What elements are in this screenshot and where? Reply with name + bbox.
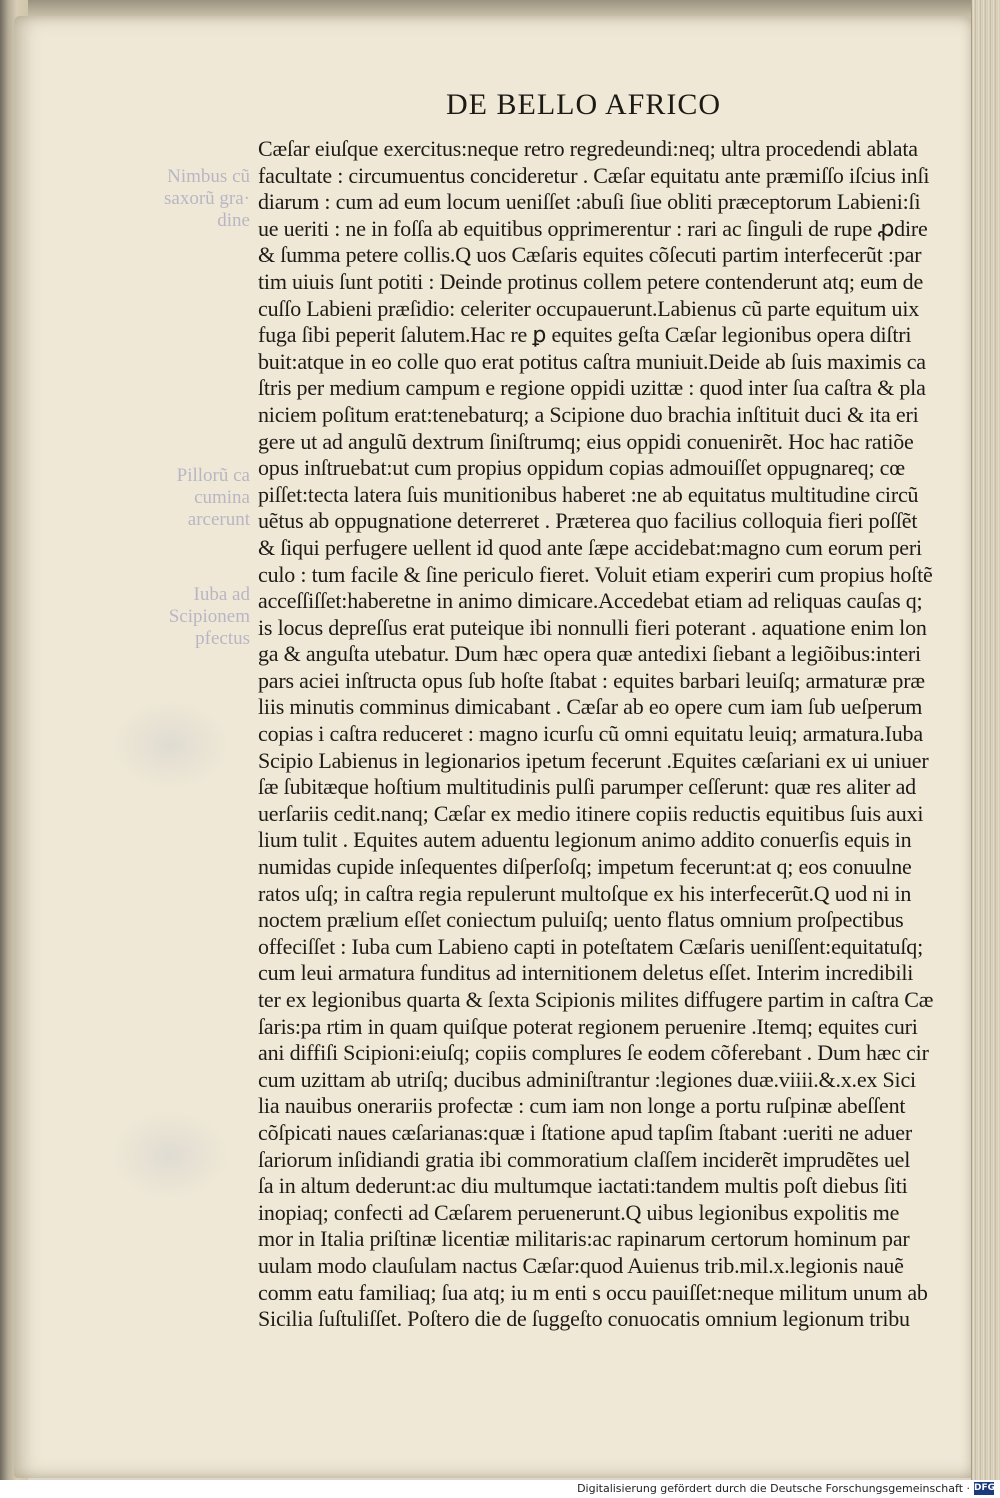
text-line: fuga ſibi peperit ſalutem.Hac re ꝑ equites geſta Cæſar legionibus opera diſtri — [258, 322, 912, 348]
text-line: Cæſar eiuſque exercitus:neque retro regredeundi:neq; ultra procedendi ablata — [258, 136, 918, 161]
text-line: ga & anguſta utebatur. Dum hæc opera quæ antedixi ſiebant a legiõibus:interi — [258, 641, 921, 667]
text-line: ſa in altum dederunt:ac diu multumque iactati:tandem multis poſt diebus ſiti — [258, 1173, 908, 1199]
bleed-through-smudge — [110, 700, 230, 790]
text-line: ſariorum inſidiandi gratia ibi commoratium claſſem inciderẽt imprudẽtes uel — [258, 1146, 911, 1172]
text-line: ue ueriti : ne in foſſa ab equitibus opprimerentur : rari ac ſinguli de rupe ꝓdire — [258, 215, 928, 241]
margin-note-line: cumina — [194, 487, 250, 508]
text-line: mor in Italia priſtinæ licentiæ militaris:ac rapinarum certorum hominum par — [258, 1226, 910, 1252]
text-line: uẽtus ab oppugnatione deterreret . Præterea quo facilius colloquia fieri poſſẽt — [258, 508, 918, 534]
text-line: niciem poſitum erat:tenebaturq; a Scipione duo brachia inſtituit duci & ita eri — [258, 401, 919, 427]
text-line: uerſariis cedit.nanq; Cæſar ex medio itinere copiis reductis equitibus ſuis auxi — [258, 800, 924, 826]
text-line: & ſiqui perfugere uellent id quod ante ſæpe accidebat:magno cum eorum peri — [258, 534, 922, 560]
text-line: ter ex legionibus quarta & ſexta Scipionis milites diffugere partim in caſtra Cæ — [258, 987, 934, 1012]
text-line: ſtris per medium campum e regione oppidi uzittæ : quod inter ſua caſtra & pla — [258, 375, 926, 401]
text-line: inopiaq; confecti ad Cæſarem peruenerunt.Q uibus legionibus expolitis me — [258, 1199, 900, 1225]
text-line: pars aciei inſtructa opus ſub hoſte ſtabat : equites barbari leuiſq; armaturæ præ — [258, 667, 925, 693]
text-line: comm eatu familiaq; ſua atq; iu m enti s occu pauiſſet:neque militum unum ab — [258, 1279, 928, 1305]
text-line: Sicilia ſuſtuliſſet. Poſtero die de ſuggeſto conuocatis omnium legionum tribu — [258, 1306, 910, 1332]
text-line: cum uzittam ab utriſq; ducibus adminiſtrantur :legiones duæ.viiii.&.x.ex Sici — [258, 1066, 916, 1092]
text-line: opus inſtruebat:ut cum propius oppidum copias admouiſſet oppugnareq; cœ — [258, 455, 905, 481]
dfg-logo: DFG — [974, 1483, 996, 1493]
text-line: acceſſiſſet:haberetne in animo dimicare.Accedebat etiam ad reliquas cauſas q; — [258, 588, 923, 614]
text-line: lium tulit . Equites autem aduentu legionum animo addito conuerſis equis in — [258, 827, 912, 853]
text-line: ſaris:pa rtim in quam quiſque poterat regionem peruenire .Itemq; equites curi — [258, 1013, 918, 1039]
margin-note-line: pfectus — [195, 628, 250, 649]
text-line: facultate : circumuentus concideretur . Cæſar equitatu ante præmiſſo iſcius inſi — [258, 162, 930, 188]
text-line: & ſumma petere collis.Q uos Cæſaris equites cõſecuti partim interfecerũt :par — [258, 242, 922, 268]
text-line: lia nauibus onerariis profectæ : cum iam non longe a portu ruſpinæ abeſſent — [258, 1093, 906, 1119]
text-line: cuſſo Labieni præſidio: celeriter occupauerunt.Labienus cũ parte equitum uix — [258, 295, 920, 321]
text-line: gere ut ad angulũ dextrum ſiniſtrumq; eius oppidi conuenirẽt. Hoc hac ratiõe — [258, 428, 914, 454]
margin-note — [150, 465, 250, 531]
text-line: piſſet:tecta latera ſuis munitionibus haberet :ne ab equitatus multitudine circũ — [258, 481, 919, 507]
footer-credit: Digitalisierung gefördert durch die Deutsche Forschungsgemeinschaft · — [577, 1482, 970, 1495]
text-line: cum leui armatura funditus ad internitionem deletus eſſet. Interim incredibili — [258, 960, 914, 986]
margin-note-line: saxorũ gra· — [164, 188, 250, 209]
text-line: copias i caſtra reduceret : magno icurſu cũ omni equitatu leuiq; armatura.Iuba — [258, 721, 923, 747]
text-line: ratos uſq; in caſtra regia repulerunt multoſque ex his interfecerũt.Q uod ni in — [258, 880, 912, 906]
text-line: culo : tum facile & ſine periculo fieret. Voluit etiam experiri cum propius hoſtẽ — [258, 561, 933, 587]
text-line: noctem prælium eſſet coniectum puluiſq; uento flatus omnium proſpectibus — [258, 907, 904, 933]
text-line: diarum : cum ad eum locum ueniſſet :abuſi ſiue obliti præceptorum Labieni:ſi — [258, 189, 921, 215]
margin-note-line: Pillorũ ca — [176, 465, 250, 486]
bleed-through-smudge — [110, 1110, 230, 1200]
margin-note-line: Scipionem — [168, 606, 250, 627]
text-line: buit:atque in eo colle quo erat potitus caſtra muniuit.Deide ab ſuis maximis ca — [258, 348, 926, 374]
text-line: uulam modo clauſulam nactus Cæſar:quod Auienus trib.mil.x.legionis nauẽ — [258, 1252, 904, 1278]
text-line: offeciſſet : Iuba cum Labieno capti in poteſtatem Cæſaris ueniſſent:equitatuſq; — [258, 933, 923, 959]
margin-note-line: Nimbus cũ — [167, 166, 250, 187]
text-line: ani diffiſi Scipioni:eiuſq; copiis complures ſe eodem cõferebant . Dum hæc cir — [258, 1040, 929, 1066]
body-text — [258, 136, 958, 1333]
text-line: numidas cupide inſequentes diſperſoſq; impetum fecerunt:at q; eos conuulne — [258, 854, 912, 880]
margin-note-line: Iuba ad — [193, 584, 250, 605]
running-head: DE BELLO AFRICO — [446, 88, 722, 121]
text-line: ſæ ſubitæque hoſtium multitudinis pulſi parumper ceſſerunt: quæ res aliter ad — [258, 774, 916, 800]
margin-note — [150, 584, 250, 650]
text-line: liis minutis comminus dimicabant . Cæſar ab eo opere cum iam ſub ueſperum — [258, 694, 923, 720]
margin-note-line: dine — [217, 210, 250, 231]
page-stack-edge — [971, 0, 1000, 1480]
text-line: Scipio Labienus in legionarios ipetum fecerunt .Equites cæſariani ex ui uniuer — [258, 747, 929, 773]
text-line: tim uiuis ſunt potiti : Deinde protinus collem petere contenderunt atq; eum de — [258, 268, 924, 294]
text-line: cõſpicati naues cæſarianas:quæ i ſtatione apud tapſim ſtabant :ueriti ne aduer — [258, 1119, 912, 1145]
text-line: is locus depreſſus erat puteique ibi nonnulli fieri poterant . aquatione enim lon — [258, 614, 927, 640]
margin-note-line: arcerunt — [187, 509, 250, 530]
margin-note — [150, 166, 250, 232]
